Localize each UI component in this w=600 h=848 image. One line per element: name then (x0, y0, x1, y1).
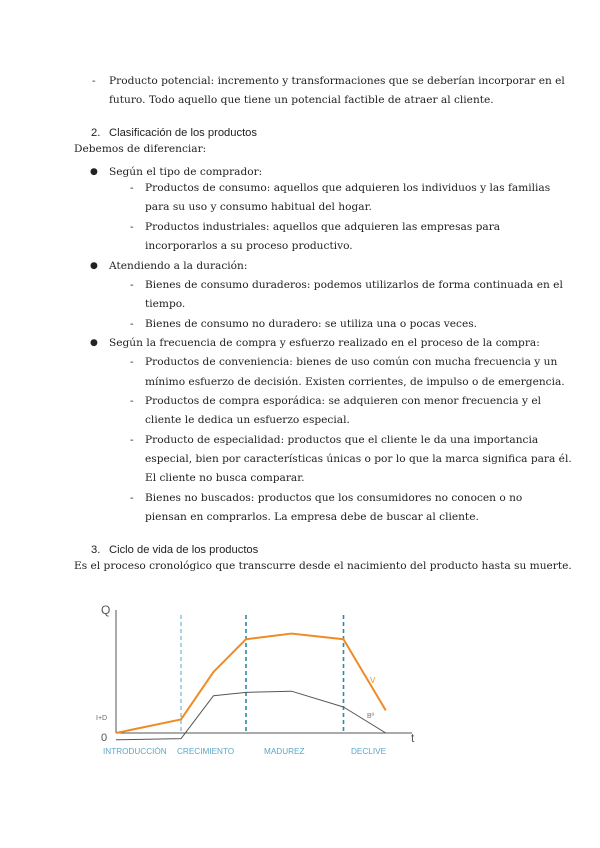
series-line-profit (116, 691, 386, 740)
list-dash: - (130, 492, 134, 504)
list-item-text: piensan en comprarlos. La empresa debe de buscar al cliente. (145, 511, 479, 523)
section-intro: Es el proceso cronológico que transcurre desde el nacimiento del producto hasta su muerte. (74, 560, 572, 572)
list-item-text: Bienes no buscados: productos que los consumidores no conocen o no (145, 492, 523, 504)
phase-label: INTRODUCCIÓN (103, 747, 167, 756)
group-title: Atendiendo a la duración: (109, 260, 248, 272)
series-label: V (370, 676, 376, 685)
bullet-dot: ● (90, 261, 98, 271)
section-number: 3. (91, 544, 101, 556)
side-label: I+D (96, 715, 108, 722)
list-dash: - (130, 395, 134, 407)
list-item-text: cliente le dedica un esfuerzo especial. (145, 414, 350, 426)
list-item-text: incorporarlos a su proceso productivo. (145, 240, 353, 252)
list-dash: - (130, 221, 134, 233)
list-item-text: Producto de especialidad: productos que el cliente le da una importancia (145, 434, 539, 446)
phase-label: CRECIMIENTO (177, 747, 235, 756)
list-dash: - (130, 279, 134, 291)
origin-label: 0 (101, 732, 108, 744)
list-item-text: Productos de conveniencia: bienes de uso común con mucha frecuencia y un (145, 356, 558, 368)
x-axis-label: t (411, 731, 415, 745)
phase-label: DECLIVE (351, 747, 387, 756)
list-item-text: especial, bien por características únicas o por lo que la marca significa para él. (145, 453, 572, 465)
list-dash: - (130, 356, 134, 368)
list-dash: - (92, 75, 96, 87)
list-item-text: para su uso y consumo habitual del hogar. (145, 201, 372, 213)
list-dash: - (130, 318, 134, 330)
list-item-text: Producto potencial: incremento y transformaciones que se deberían incorporar en el (109, 75, 565, 87)
section-intro: Debemos de diferenciar: (74, 143, 207, 155)
list-item-text: Productos de consumo: aquellos que adquieren los individuos y las familias (145, 182, 551, 194)
section-number: 2. (91, 127, 101, 139)
list-item-text: mínimo esfuerzo de decisión. Existen corrientes, de impulso o de emergencia. (145, 376, 565, 388)
list-item-text: Bienes de consumo no duradero: se utiliza una o pocas veces. (145, 318, 478, 330)
series-label: Bº (367, 713, 375, 720)
list-dash: - (130, 434, 134, 446)
list-item-text: futuro. Todo aquello que tiene un potencial factible de atraer al cliente. (109, 94, 494, 106)
bullet-dot: ● (90, 338, 98, 348)
list-item-text: El cliente no busca comparar. (145, 472, 305, 484)
list-item-text: Bienes de consumo duraderos: podemos utilizarlos de forma continuada en el (145, 279, 563, 291)
phase-label: MADUREZ (264, 747, 305, 756)
list-item-text: tiempo. (145, 298, 186, 310)
list-item-text: Productos de compra esporádica: se adquieren con menor frecuencia y el (145, 395, 541, 407)
list-dash: - (130, 182, 134, 194)
list-item-text: Productos industriales: aquellos que adquieren las empresas para (145, 221, 501, 233)
series-line-sales (116, 634, 386, 733)
group-title: Según el tipo de comprador: (109, 166, 263, 178)
section-heading: Clasificación de los productos (109, 127, 257, 139)
group-title: Según la frecuencia de compra y esfuerzo realizado en el proceso de la compra: (109, 337, 540, 349)
bullet-dot: ● (90, 167, 98, 177)
product-life-cycle-chart (0, 590, 600, 770)
y-axis-label: Q (101, 603, 111, 617)
section-heading: Ciclo de vida de los productos (109, 544, 259, 556)
